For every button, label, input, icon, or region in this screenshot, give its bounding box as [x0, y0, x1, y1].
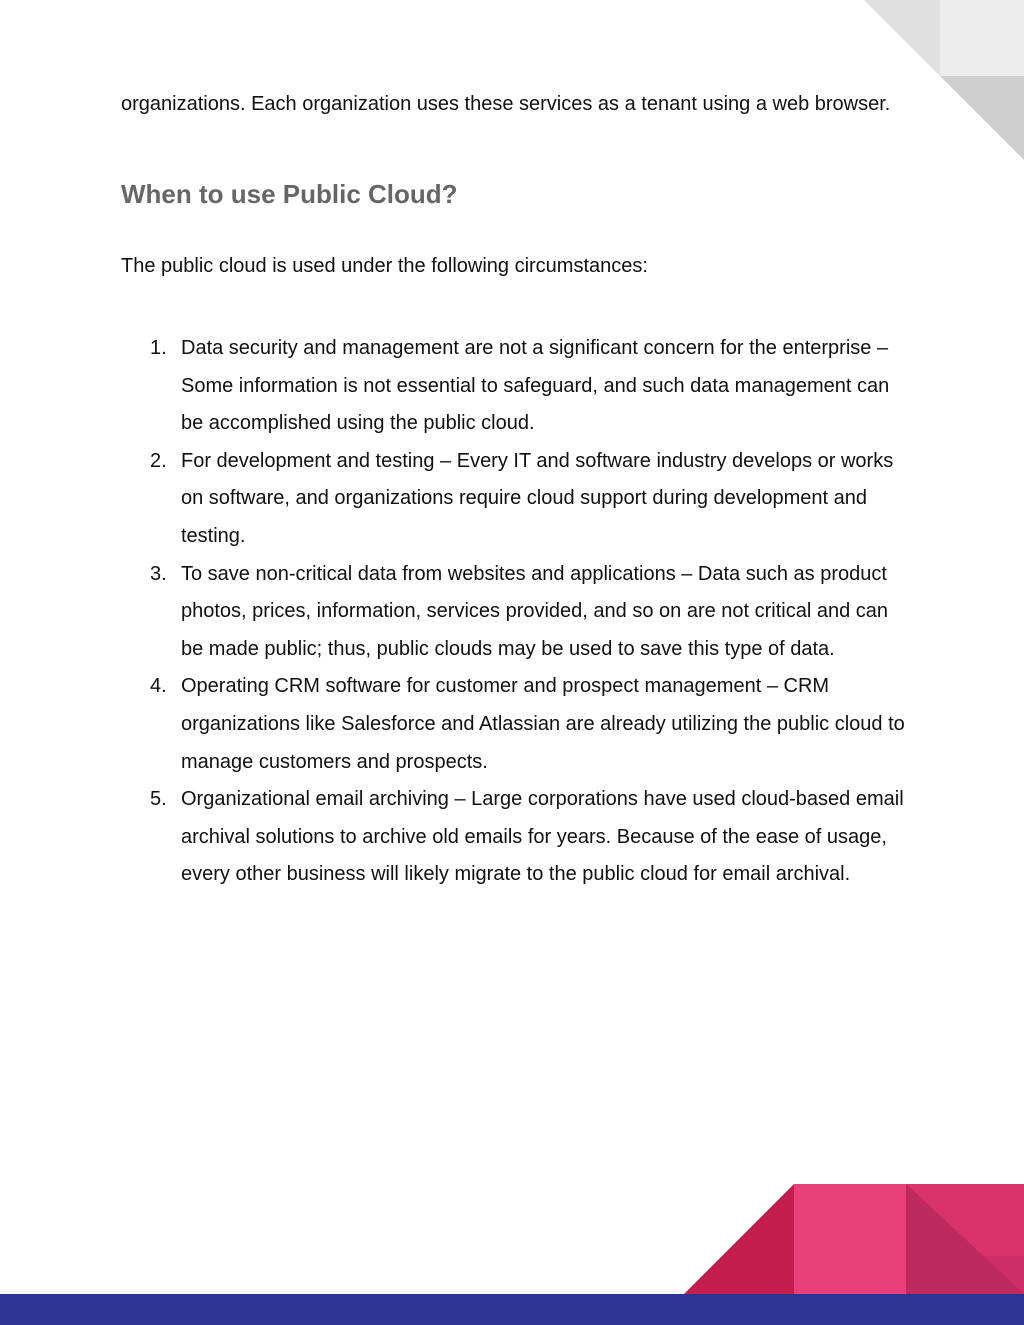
item-text: To save non-critical data from websites and applications – Data such as product photos, prices, information, services provided, and so on are not critical and can be made public; thus, public clouds may be used to save this type of data. — [181, 562, 889, 660]
item-number: 3. — [150, 562, 167, 585]
list-item — [121, 668, 911, 781]
list-item — [121, 781, 911, 894]
item-number: 5. — [150, 788, 167, 811]
corner-decoration-bottom — [684, 1184, 1024, 1294]
list-item — [121, 556, 911, 669]
circumstance-list — [121, 330, 911, 894]
document-body — [121, 85, 911, 894]
item-number: 4. — [150, 675, 167, 698]
item-text: Organizational email archiving – Large corporations have used cloud-based email archival solutions to archive old emails for years. Because of the ease of usage, every other business will likely migrate to the public cloud for email archival. — [181, 788, 904, 886]
item-number: 1. — [150, 337, 167, 359]
item-text: For development and testing – Every IT and software industry develops or works on software, and organizations require cloud support during development and testing. — [181, 449, 894, 547]
section-intro: The public cloud is used under the following circumstances: — [121, 255, 648, 277]
item-text: Operating CRM software for customer and prospect management – CRM organizations like Salesforce and Atlassian are already utilizing the public cloud to manage customers and prospects. — [181, 675, 905, 773]
item-number: 2. — [150, 449, 167, 472]
list-item — [121, 443, 911, 556]
item-text: Data security and management are not a significant concern for the enterprise – Some information is not essential to safeguard, and such data management can be accomplished using the public cloud. — [181, 337, 890, 435]
list-item — [121, 330, 911, 443]
intro-paragraph: organizations. Each organization uses these services as a tenant using a web browser. — [121, 93, 891, 115]
footer-bar — [0, 1294, 1024, 1325]
section-heading: When to use Public Cloud? — [121, 179, 458, 209]
